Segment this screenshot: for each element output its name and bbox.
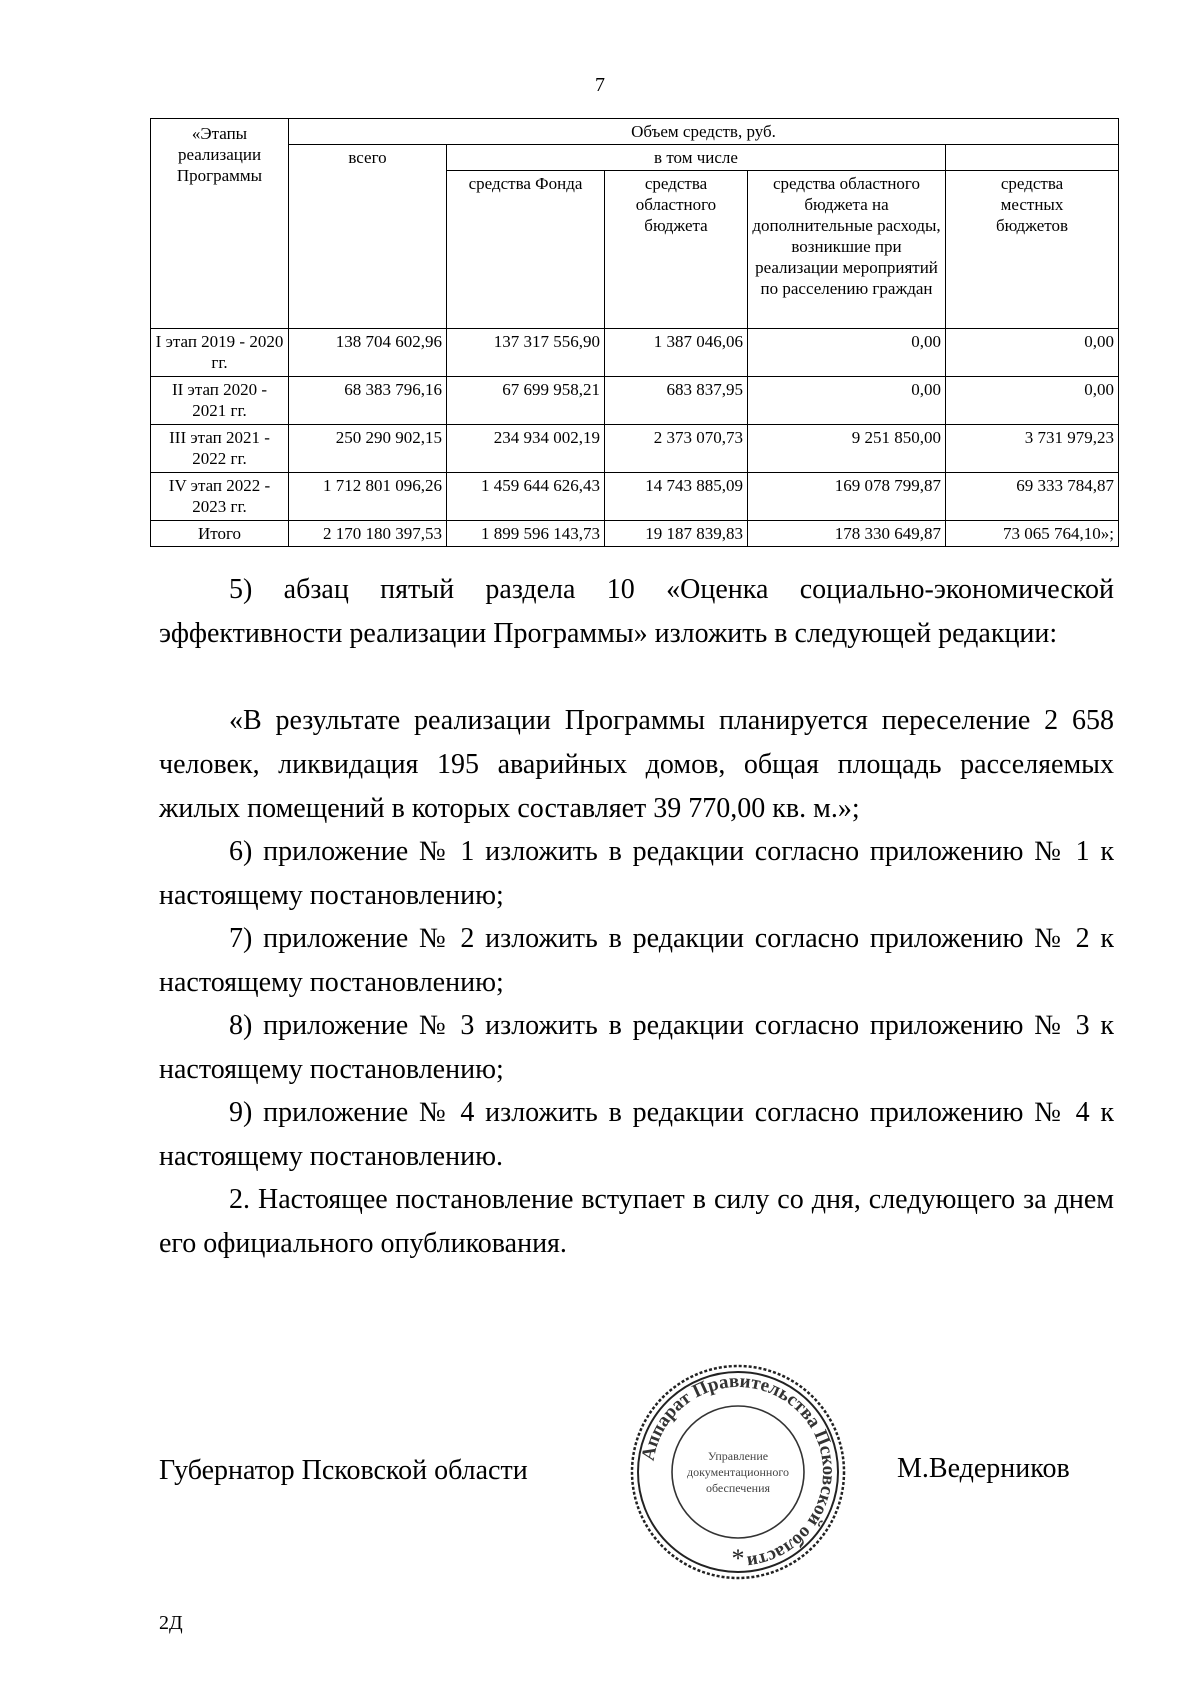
paragraph-5-quote: «В результате реализации Программы планируется переселение 2 658 человек, ликвидация 195 аварийных домов, общая площадь расселяемых жилых помещений в которых составляет 39 770,00 кв. м.»; bbox=[159, 705, 1114, 824]
fund-cell: 137 317 556,90 bbox=[447, 329, 605, 377]
regional-cell: 14 743 885,09 bbox=[605, 473, 748, 521]
regional-extra-column-header: средства областного бюджета на дополнительные расходы, возникшие при реализации мероприятий по расселению граждан bbox=[748, 171, 946, 329]
stage-column-header: «Этапы реализации Программы bbox=[151, 119, 289, 329]
total-cell: 68 383 796,16 bbox=[289, 377, 447, 425]
local-column-header: средства местных бюджетов bbox=[946, 171, 1119, 329]
regional-column-header: средства областного бюджета bbox=[605, 171, 748, 329]
regional-cell: 1 387 046,06 bbox=[605, 329, 748, 377]
local-cell: 73 065 764,10»; bbox=[946, 521, 1119, 547]
stage-cell: II этап 2020 - 2021 гг. bbox=[151, 377, 289, 425]
stage-cell: IV этап 2022 - 2023 гг. bbox=[151, 473, 289, 521]
regional-extra-cell: 0,00 bbox=[748, 377, 946, 425]
fund-cell: 67 699 958,21 bbox=[447, 377, 605, 425]
budget-table bbox=[150, 118, 1119, 547]
official-seal bbox=[628, 1362, 848, 1582]
page-number: 7 bbox=[595, 74, 605, 96]
total-cell: 1 712 801 096,26 bbox=[289, 473, 447, 521]
amount-group-header: Объем средств, руб. bbox=[289, 119, 1119, 145]
including-subheader: в том числе bbox=[447, 145, 946, 171]
total-cell: 2 170 180 397,53 bbox=[289, 521, 447, 547]
regional-cell: 19 187 839,83 bbox=[605, 521, 748, 547]
local-cell: 0,00 bbox=[946, 377, 1119, 425]
paragraph-8: 8) приложение № 3 изложить в редакции согласно приложению № 3 к настоящему постановлению; bbox=[159, 1010, 1114, 1085]
seal-star-icon: * bbox=[731, 1544, 745, 1573]
fund-cell: 1 899 596 143,73 bbox=[447, 521, 605, 547]
paragraph-final: 2. Настоящее постановление вступает в силу со дня, следующего за днем его официального опубликования. bbox=[159, 1184, 1114, 1259]
seal-inner-line-1: Управление bbox=[707, 1449, 769, 1463]
table-row bbox=[151, 425, 1119, 473]
regional-extra-cell: 0,00 bbox=[748, 329, 946, 377]
signatory-title: Губернатор Псковской области bbox=[159, 1455, 528, 1486]
local-cell: 0,00 bbox=[946, 329, 1119, 377]
table-row bbox=[151, 329, 1119, 377]
regional-extra-cell: 169 078 799,87 bbox=[748, 473, 946, 521]
regional-extra-cell: 9 251 850,00 bbox=[748, 425, 946, 473]
blank-header-cell bbox=[946, 145, 1119, 171]
signatory-name: М.Ведерников bbox=[897, 1453, 1070, 1484]
regional-extra-cell: 178 330 649,87 bbox=[748, 521, 946, 547]
paragraph-6: 6) приложение № 1 изложить в редакции согласно приложению № 1 к настоящему постановлению; bbox=[159, 836, 1114, 911]
table-total-row bbox=[151, 521, 1119, 547]
table-row bbox=[151, 377, 1119, 425]
seal-inner-line-2: документационного bbox=[687, 1465, 789, 1479]
stage-cell: I этап 2019 - 2020 гг. bbox=[151, 329, 289, 377]
fund-cell: 234 934 002,19 bbox=[447, 425, 605, 473]
footer-code: 2Д bbox=[159, 1612, 183, 1634]
stage-cell: Итого bbox=[151, 521, 289, 547]
paragraph-5: 5) абзац пятый раздела 10 «Оценка социально-экономической эффективности реализации Программы» изложить в следующей редакции: bbox=[159, 574, 1114, 649]
fund-cell: 1 459 644 626,43 bbox=[447, 473, 605, 521]
paragraph-7: 7) приложение № 2 изложить в редакции согласно приложению № 2 к настоящему постановлению; bbox=[159, 923, 1114, 998]
paragraph-9: 9) приложение № 4 изложить в редакции согласно приложению № 4 к настоящему постановлению. bbox=[159, 1097, 1114, 1172]
seal-outer-text: Аппарат Правительства Псковской области bbox=[637, 1370, 840, 1573]
regional-cell: 683 837,95 bbox=[605, 377, 748, 425]
total-column-header: всего bbox=[289, 145, 447, 329]
total-cell: 250 290 902,15 bbox=[289, 425, 447, 473]
stage-cell: III этап 2021 - 2022 гг. bbox=[151, 425, 289, 473]
seal-inner-line-3: обеспечения bbox=[705, 1481, 771, 1495]
fund-column-header: средства Фонда bbox=[447, 171, 605, 329]
local-cell: 69 333 784,87 bbox=[946, 473, 1119, 521]
regional-cell: 2 373 070,73 bbox=[605, 425, 748, 473]
table-row bbox=[151, 473, 1119, 521]
local-cell: 3 731 979,23 bbox=[946, 425, 1119, 473]
total-cell: 138 704 602,96 bbox=[289, 329, 447, 377]
